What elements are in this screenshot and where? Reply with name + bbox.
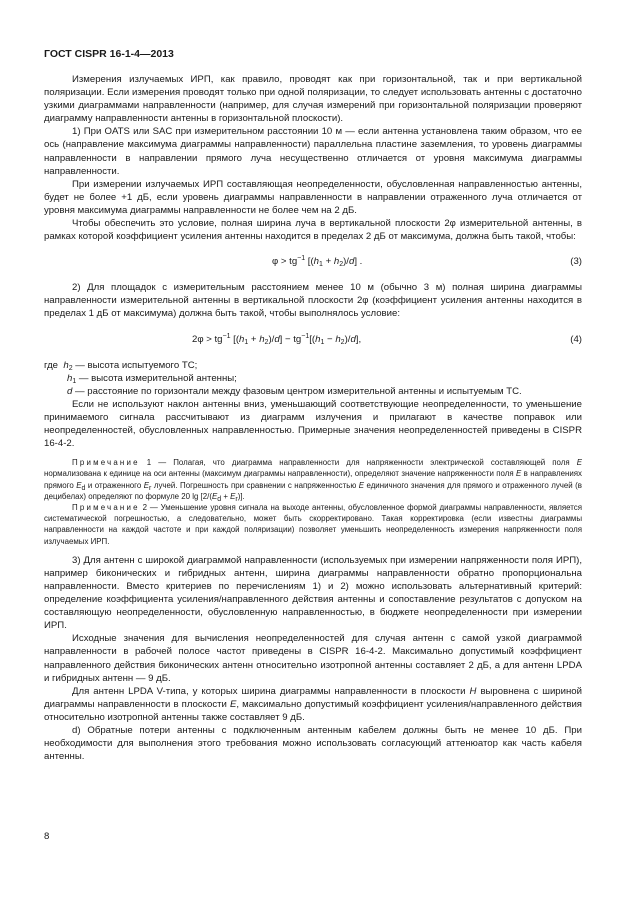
paragraph-lpda: Для антенн LPDA V-типа, у которых ширина диаграммы направленности в плоскости H выровнена с шириной диаграммы направленности в плоскости E, максимально допустимый коэффициент усиления/направленного действия относительно изотропной антенны также составляет 9 дБ.: [44, 685, 583, 723]
formula-3: [44, 256, 582, 269]
definition-h1: $h_1$ — высота измерительной антенны;: [67, 372, 237, 385]
definition-h2: где $h_2$ — высота испытуемого ТС;: [44, 359, 198, 372]
formula-4: [44, 334, 582, 347]
paragraph-short-distance: 2) Для площадок с измерительным расстоянием менее 10 м (обычно 3 м) полная ширина диаграммы направленности измерительной антенны в вертикальной плоскости 2φ (коэффициент усиления антенны находится в пределах 1 дБ от максимума) должна быть такой, чтобы выполнялось условие:: [44, 282, 582, 320]
paragraph-uncertainty: При измерении излучаемых ИРП составляющая неопределенности, обусловленная направленностью антенны, будет не более +1 дБ, если уровень диаграммы направленности в направлении отраженного луча отличается от уровня максимума диаграммы направленности не более чем на 2 дБ.: [44, 178, 582, 216]
paragraph-return-loss: d) Обратные потери антенны с подключенным антенным кабелем должны быть не менее 10 дБ. При необходимости для выполнения этого требования можно использовать согласующий аттенюатор как часть кабеля антенны.: [44, 725, 582, 763]
note-1: Примечание 1 — Полагая, что диаграмма направленности для напряженности электрической составляющей поля E нормализована к единице на оси антенны (максимум диаграммы направленности), определяют значение напряженности поля E в направлениях прямого $E_d$ и отраженного $E_r$ лучей. Погрешность при сравнении с напряженностью E единичного значения для прямого и отраженного лучей (в децибелах) определяют по формуле 20 $\lg [2/(E_d + E_r)]$.: [44, 458, 582, 503]
definition-d: d — расстояние по горизонтали между фазовым центром измерительной антенны и испытуемым ТС.: [67, 385, 522, 397]
document-header: ГОСТ CISPR 16-1-4—2013: [44, 48, 174, 60]
formula-3-number: (3): [570, 256, 582, 268]
page-number: 8: [44, 831, 50, 842]
page-body: [44, 73, 582, 763]
variable-definitions: [44, 359, 582, 398]
note-2: Примечание 2 — Уменьшение уровня сигнала на выходе антенны, обусловленное формой диаграммы направленности, является систематической погрешностью, а следовательно, может быть скорректировано. Такая корректировка (если известны диаграммы направленности на каждой частоте и при каждой поляризации) позволяет уменьшить неопределенность измерения напряженности поля излучаемых ИРП.: [44, 502, 582, 546]
formula-4-expression: $2\varphi > tg^{-1}$ $[(h_1 + h_2)/d] - tg^{-1}[(h_1 - h_2)/d]$,: [192, 332, 362, 346]
paragraph-polarization: Измерения излучаемых ИРП, как правило, проводят как при горизонтальной, так и при вертикальной поляризации. Если измерения проводят только при одной поляризации, то следует использовать антенны с достаточно узкими диаграммами направленности (например, для случая измерений при горизонтальной поляризации проверяют диаграмму направленности антенны в горизонтальной плоскости).: [44, 74, 582, 125]
paragraph-wide-beam: 3) Для антенн с широкой диаграммой направленности (используемых при измерении напряженности поля ИРП), например биконических и гибридных антенн, ширина диаграммы направленности обратно пропорциональна направленности. Вместо критериев по перечислениям 1) и 2) можно использовать альтернативный критерий: определение коэффициента усиления/направленного действия антенны и сопоставление результатов с допуском на составляющую неопределенности, обусловленную направленностью, в бюджете неопределенности при измерении ИРП.: [44, 554, 582, 632]
formula-3-expression: $\varphi > tg^{-1}$ $[(h_1 + h_2)/d]$ .: [272, 255, 363, 269]
paragraph-initial-values: Исходные значения для вычисления неопределенностей для случая антенн с самой узкой диаграммой направленности в рабочей полосе частот приведены в CISPR 16-4-2. Максимально допустимый коэффициент направленного действия биконических антенн относительно изотропной антенны составляет 2 дБ, а для антенн LPDA и гибридных антенн — 9 дБ.: [44, 633, 582, 684]
paragraph-oats-sac: 1) При OATS или SAC при измерительном расстоянии 10 м — если антенна установлена таким образом, что ее ось (направление максимума диаграммы направленности) параллельна пластине заземления, то уровень диаграммы направленности в направлении прямого луча несущественно отличается от уровня максимума диаграммы направленности.: [44, 126, 582, 177]
paragraph-beamwidth-condition: Чтобы обеспечить это условие, полная ширина луча в вертикальной плоскости 2φ измерительной антенны, в рамках которой коэффициент усиления антенны находится в пределах 2 дБ от максимума, должна быть такой, чтобы:: [44, 218, 582, 243]
formula-4-number: (4): [570, 333, 582, 345]
paragraph-tilt: Если не используют наклон антенны вниз, уменьшающий соответствующие неопределенности, то уменьшение принимаемого сигнала рассчитывают из диаграмм излучения и прилагают в качестве поправок или неопределенностей, обусловленных направленностью. Примерные значения неопределенностей приведены в CISPR 16-4-2.: [44, 398, 582, 450]
